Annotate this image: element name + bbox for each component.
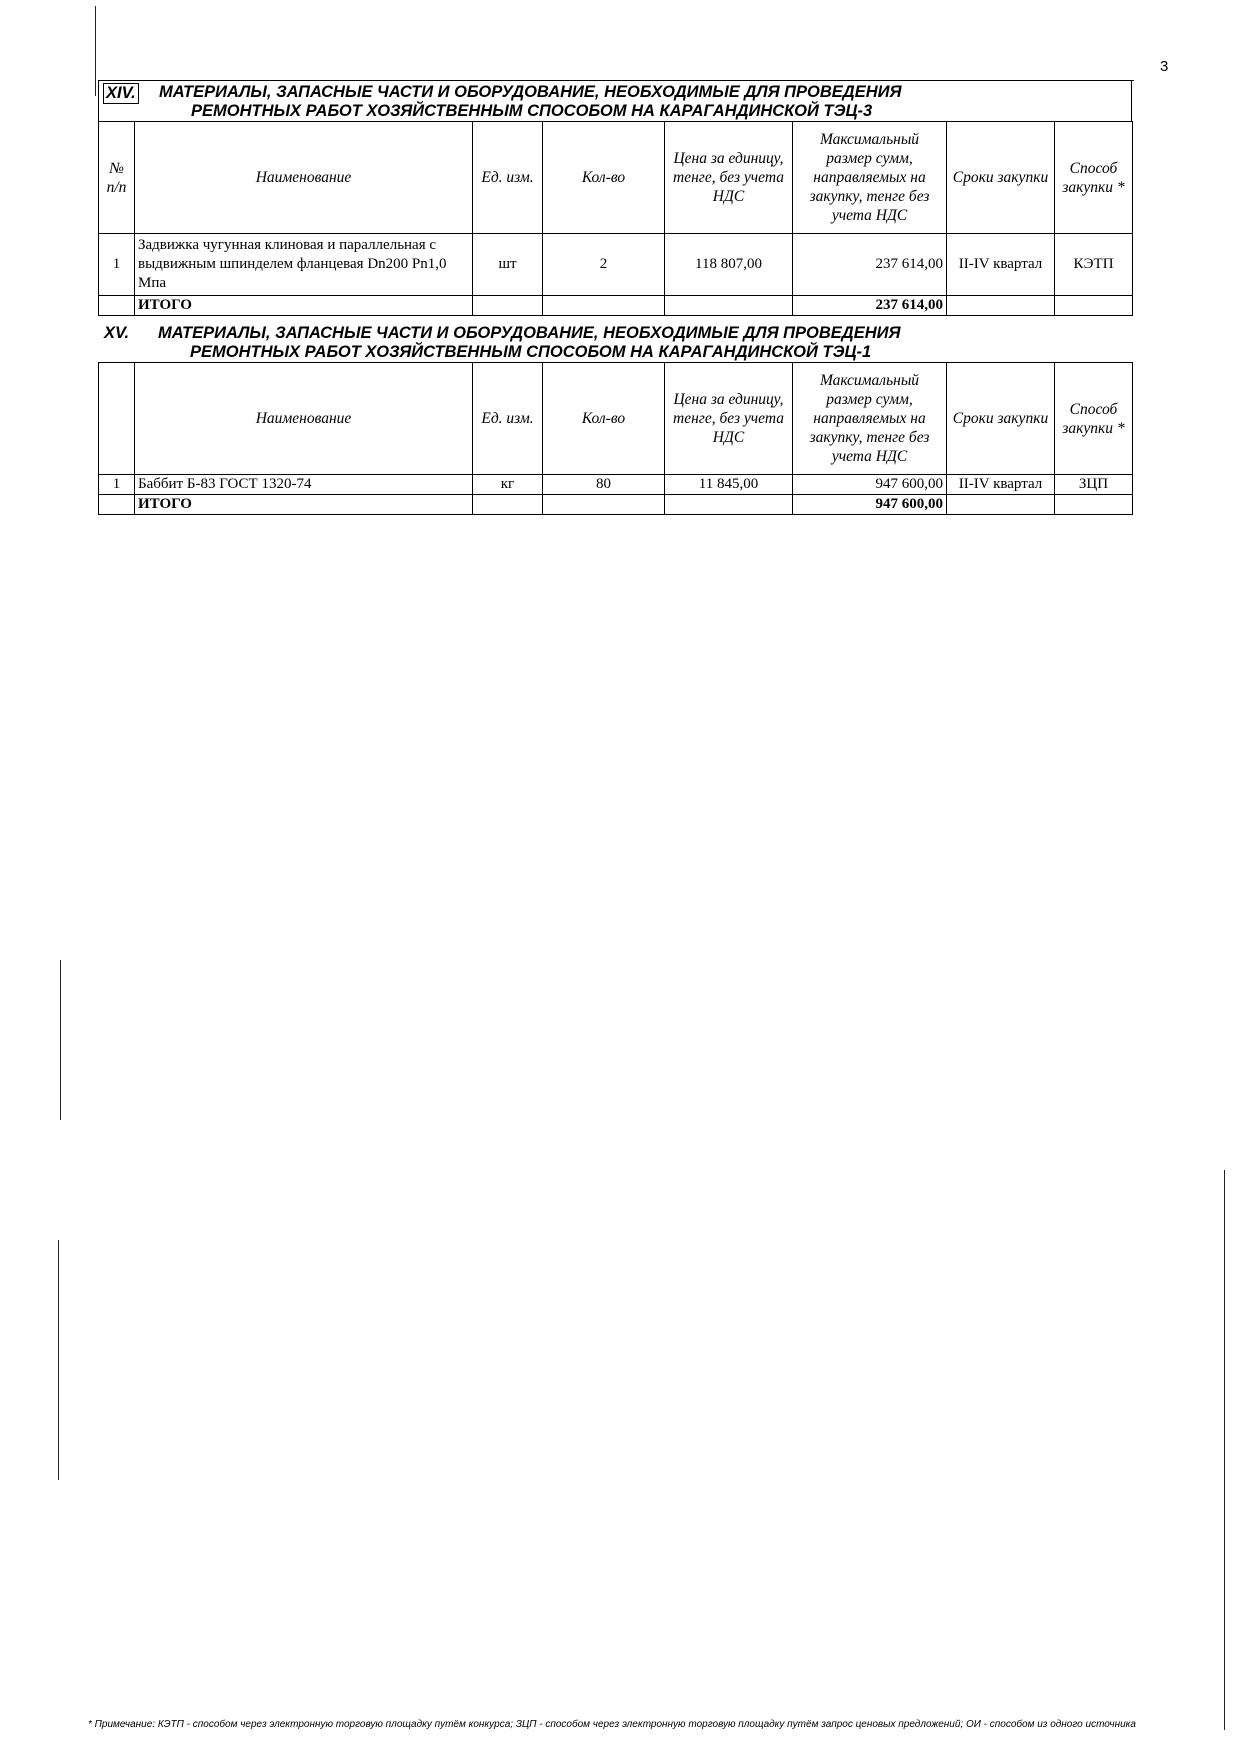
cell-empty — [99, 296, 135, 316]
cell-empty — [947, 495, 1055, 515]
col-header-price: Цена за единицу, тенге, без учета НДС — [665, 363, 793, 475]
cell-unit: кг — [473, 475, 543, 495]
scan-edge-line — [58, 1240, 59, 1480]
table-row — [99, 475, 1133, 495]
cell-price: 11 845,00 — [665, 475, 793, 495]
col-header-max-sum: Максимальный размер сумм, направляемых на закупку, тенге без учета НДС — [793, 363, 947, 475]
cell-method: ЗЦП — [1055, 475, 1133, 495]
section-number: XV. — [104, 324, 130, 342]
cell-price: 118 807,00 — [665, 234, 793, 296]
total-value: 947 600,00 — [793, 495, 947, 515]
footnote: * Примечание: КЭТП - способом через электронную торговую площадку путём конкурса; ЗЦП - способом через электронную торговую площадку путём запрос ценовых предложений; ОИ - способом из одного источника — [88, 1719, 1136, 1730]
col-header-unit: Ед. изм. — [473, 363, 543, 475]
col-header-qty: Кол-во — [543, 122, 665, 234]
cell-empty — [947, 296, 1055, 316]
cell-empty — [1055, 296, 1133, 316]
cell-terms: II-IV квартал — [947, 234, 1055, 296]
items-table — [98, 362, 1133, 515]
col-header-qty: Кол-во — [543, 363, 665, 475]
scan-edge-line — [95, 6, 96, 96]
total-label: ИТОГО — [135, 495, 473, 515]
section-title-line1: МАТЕРИАЛЫ, ЗАПАСНЫЕ ЧАСТИ И ОБОРУДОВАНИЕ, НЕОБХОДИМЫЕ ДЛЯ ПРОВЕДЕНИЯ — [159, 83, 902, 101]
cell-max-sum: 947 600,00 — [793, 475, 947, 495]
table-header-row — [99, 363, 1133, 475]
section-title-line2: РЕМОНТНЫХ РАБОТ ХОЗЯЙСТВЕННЫМ СПОСОБОМ НА КАРАГАНДИНСКОЙ ТЭЦ-3 — [191, 102, 873, 120]
cell-num: 1 — [99, 234, 135, 296]
col-header-unit: Ед. изм. — [473, 122, 543, 234]
cell-empty — [99, 495, 135, 515]
cell-name: Баббит Б-83 ГОСТ 1320-74 — [135, 475, 473, 495]
cell-max-sum: 237 614,00 — [793, 234, 947, 296]
cell-num: 1 — [99, 475, 135, 495]
col-header-terms: Сроки закупки — [947, 363, 1055, 475]
section-title-line2: РЕМОНТНЫХ РАБОТ ХОЗЯЙСТВЕННЫМ СПОСОБОМ НА КАРАГАНДИНСКОЙ ТЭЦ-1 — [190, 343, 872, 361]
cell-empty — [473, 495, 543, 515]
cell-method: КЭТП — [1055, 234, 1133, 296]
cell-empty — [665, 296, 793, 316]
col-header-num: № п/п — [99, 122, 135, 234]
section-heading — [98, 80, 1132, 121]
page-number: 3 — [1160, 58, 1169, 75]
total-row — [99, 495, 1133, 515]
cell-name: Задвижка чугунная клиновая и параллельная с выдвижным шпинделем фланцевая Dn200 Pn1,0 Мпа — [135, 234, 473, 296]
total-value: 237 614,00 — [793, 296, 947, 316]
cell-qty: 2 — [543, 234, 665, 296]
items-table — [98, 121, 1133, 316]
section-number: XIV. — [103, 83, 139, 104]
total-row — [99, 296, 1133, 316]
cell-qty: 80 — [543, 475, 665, 495]
cell-empty — [543, 296, 665, 316]
section-xv — [98, 324, 1132, 515]
scan-edge-line — [60, 960, 61, 1120]
cell-empty — [473, 296, 543, 316]
section-xiv — [98, 80, 1132, 316]
cell-empty — [1055, 495, 1133, 515]
col-header-method: Способ закупки * — [1055, 363, 1133, 475]
col-header-terms: Сроки закупки — [947, 122, 1055, 234]
col-header-num — [99, 363, 135, 475]
cell-empty — [665, 495, 793, 515]
col-header-name: Наименование — [135, 122, 473, 234]
col-header-method: Способ закупки * — [1055, 122, 1133, 234]
total-label: ИТОГО — [135, 296, 473, 316]
scan-edge-line — [1224, 1170, 1225, 1730]
cell-empty — [543, 495, 665, 515]
table-row — [99, 234, 1133, 296]
col-header-name: Наименование — [135, 363, 473, 475]
section-title-line1: МАТЕРИАЛЫ, ЗАПАСНЫЕ ЧАСТИ И ОБОРУДОВАНИЕ, НЕОБХОДИМЫЕ ДЛЯ ПРОВЕДЕНИЯ — [158, 324, 901, 342]
cell-terms: II-IV квартал — [947, 475, 1055, 495]
section-heading — [98, 324, 1132, 362]
col-header-price: Цена за единицу, тенге, без учета НДС — [665, 122, 793, 234]
table-header-row — [99, 122, 1133, 234]
cell-unit: шт — [473, 234, 543, 296]
col-header-max-sum: Максимальный размер сумм, направляемых на закупку, тенге без учета НДС — [793, 122, 947, 234]
